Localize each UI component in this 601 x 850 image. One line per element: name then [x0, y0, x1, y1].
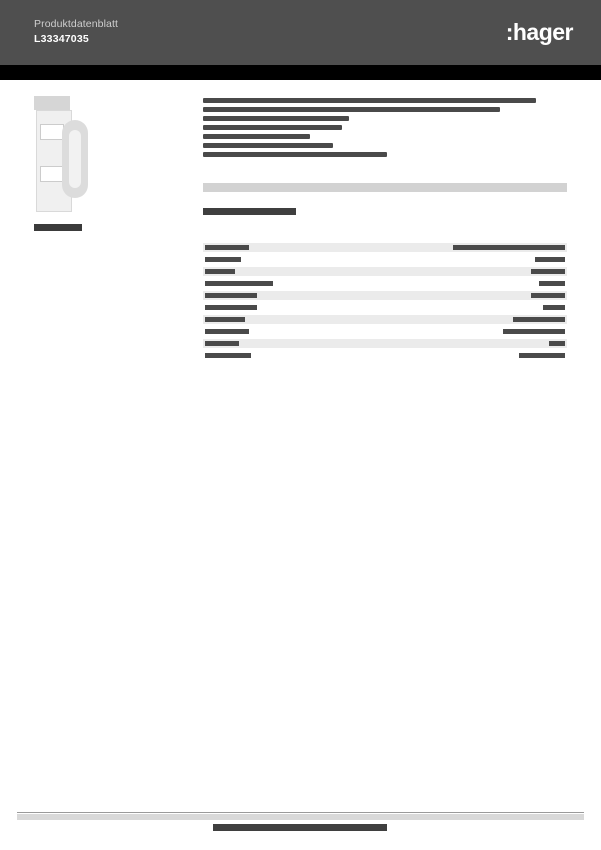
spec-label: [205, 281, 273, 286]
spec-label: [205, 353, 251, 358]
footer-bar: [17, 814, 584, 820]
spec-value: [543, 305, 565, 310]
logo-colon-mark: :: [505, 19, 513, 45]
description-line: [203, 107, 500, 112]
description-line: [203, 116, 349, 121]
table-row: [203, 255, 567, 264]
spec-value: [531, 293, 565, 298]
spec-label: [205, 293, 257, 298]
spec-value: [453, 245, 565, 250]
spec-label: [205, 317, 245, 322]
description-line: [203, 152, 387, 157]
table-row: [203, 243, 567, 252]
footer-note: [213, 824, 387, 831]
spec-value: [513, 317, 565, 322]
spec-label: [205, 245, 249, 250]
spec-value: [503, 329, 565, 334]
spec-value: [535, 257, 565, 262]
table-row: [203, 267, 567, 276]
table-row: [203, 351, 567, 360]
table-row: [203, 279, 567, 288]
section-divider-bar: [203, 183, 567, 192]
spec-value: [519, 353, 565, 358]
spec-label: [205, 257, 241, 262]
spec-value: [549, 341, 565, 346]
spec-value: [539, 281, 565, 286]
product-image-top-shade: [34, 96, 70, 110]
table-row: [203, 315, 567, 324]
description-line: [203, 125, 342, 130]
specification-table: [203, 243, 567, 363]
description-line: [203, 134, 310, 139]
product-description: [203, 98, 567, 161]
hager-logo: [506, 18, 573, 46]
spec-value: [531, 269, 565, 274]
document-type-label: Produktdatenblatt: [34, 18, 119, 30]
table-row: [203, 327, 567, 336]
product-image-caption: [34, 224, 82, 231]
table-row: [203, 339, 567, 348]
spec-label: [205, 269, 235, 274]
product-image: [34, 96, 160, 222]
product-image-slot-lower: [40, 166, 64, 182]
header-accent-band: [0, 65, 601, 80]
product-image-slot-upper: [40, 124, 64, 140]
spec-label: [205, 329, 249, 334]
footer-divider: [17, 812, 584, 813]
page-header: [0, 0, 601, 65]
description-line: [203, 143, 333, 148]
technical-data-heading: [203, 208, 296, 215]
table-row: [203, 303, 567, 312]
document-id-label: L33347035: [34, 33, 89, 45]
spec-label: [205, 341, 239, 346]
product-image-handle-inner: [69, 130, 81, 188]
table-row: [203, 291, 567, 300]
spec-label: [205, 305, 257, 310]
description-line: [203, 98, 536, 103]
logo-wordmark: hager: [512, 19, 573, 45]
